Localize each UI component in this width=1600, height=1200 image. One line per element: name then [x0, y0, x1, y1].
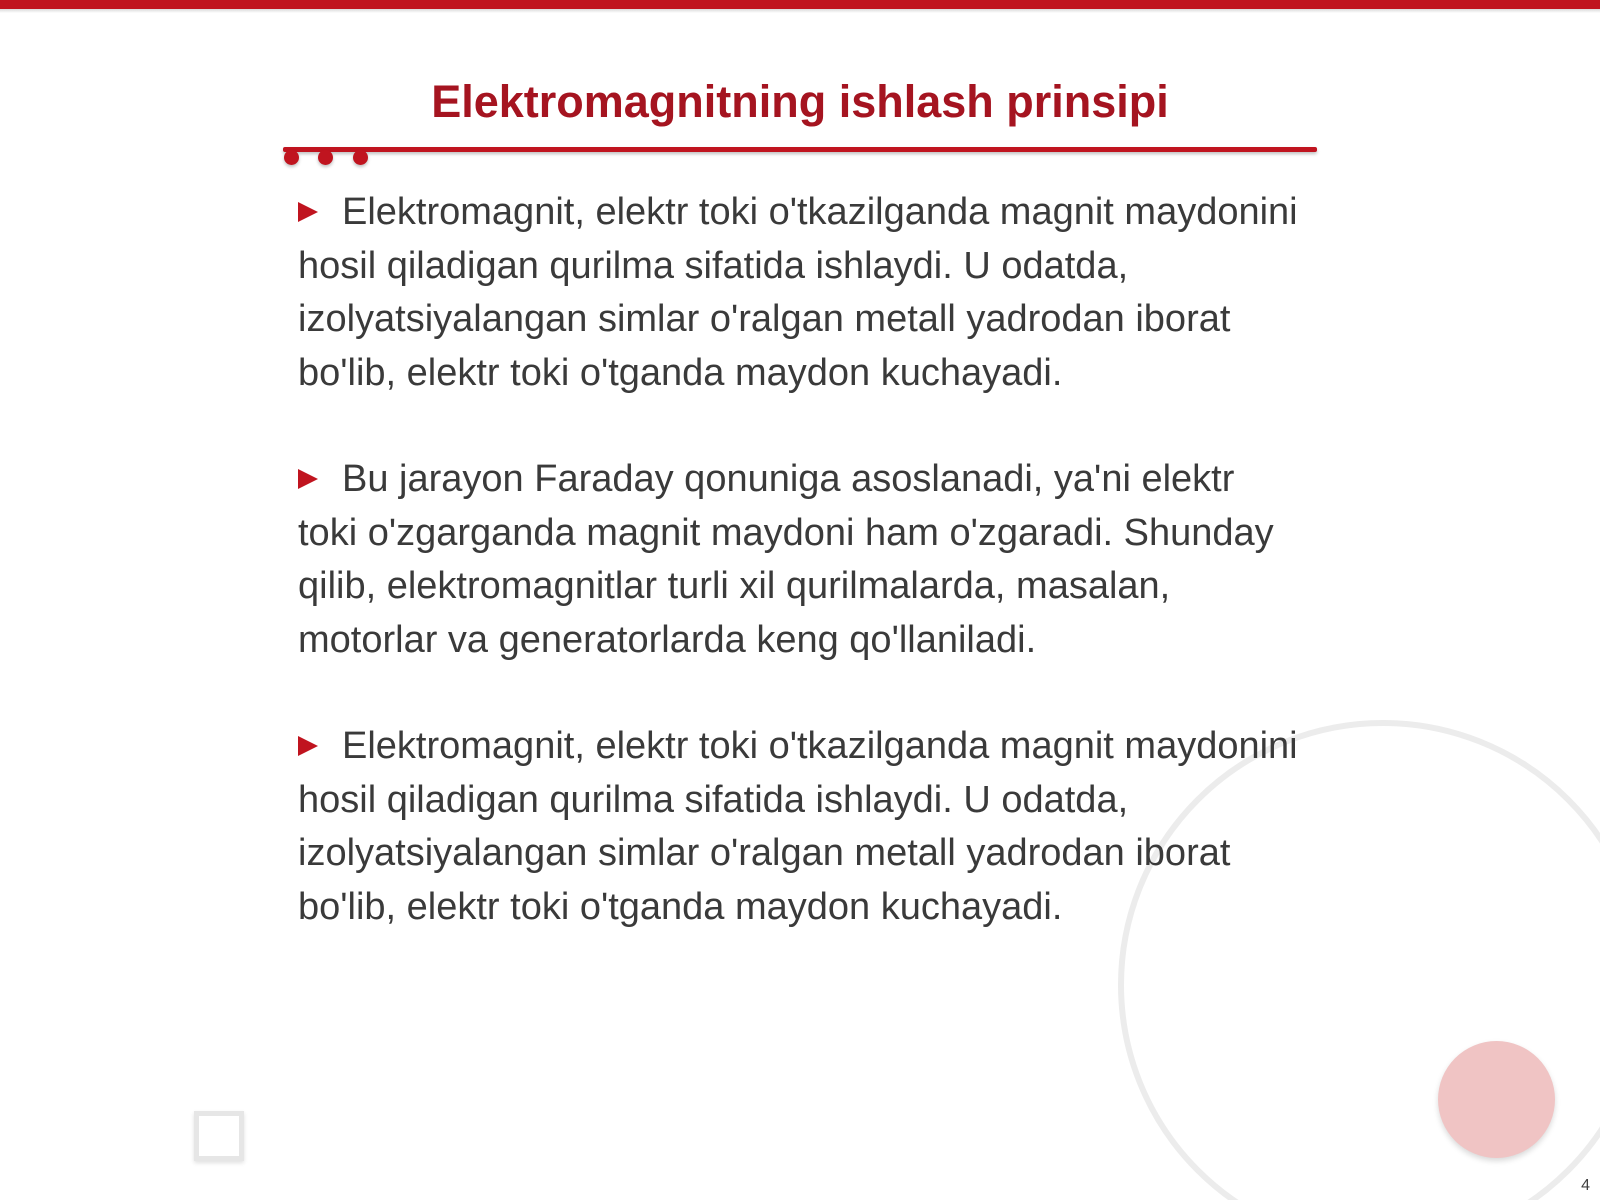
slide-title: Elektromagnitning ishlash prinsipi	[431, 76, 1169, 127]
top-accent-bar	[0, 0, 1600, 9]
bullet-item	[298, 453, 1298, 667]
bullet-text: Elektromagnit, elektr toki o'tkazilganda magnit maydonini hosil qiladigan qurilma sifatida ishlaydi. U odatda, izolyatsiyalangan simlar o'ralgan metall yadrodan iborat bo'lib, elektr toki o'tganda maydon kuchayadi.	[298, 191, 1298, 394]
title-dot-icon	[353, 150, 368, 165]
title-dot-icon	[284, 150, 299, 165]
triangle-bullet-icon	[298, 736, 318, 756]
bullet-item	[298, 720, 1298, 934]
decorative-circle-filled	[1438, 1041, 1555, 1158]
bullet-item	[298, 186, 1298, 400]
title-underline	[283, 147, 1317, 152]
triangle-bullet-icon	[298, 469, 318, 489]
triangle-bullet-icon	[298, 202, 318, 222]
top-accent-bar-shadow	[0, 9, 1600, 13]
bullet-list	[298, 186, 1298, 987]
bullet-text: Bu jarayon Faraday qonuniga asoslanadi, ya'ni elektr toki o'zgarganda magnit maydoni ham o'zgaradi. Shunday qilib, elektromagnitlar turli xil qurilmalarda, masalan, motorlar va generatorlarda keng qo'llaniladi.	[298, 458, 1274, 661]
bullet-text: Elektromagnit, elektr toki o'tkazilganda magnit maydonini hosil qiladigan qurilma sifatida ishlaydi. U odatda, izolyatsiyalangan simlar o'ralgan metall yadrodan iborat bo'lib, elektr toki o'tganda maydon kuchayadi.	[298, 725, 1298, 928]
decorative-square	[194, 1111, 244, 1161]
title-dot-icon	[318, 150, 333, 165]
page-number: 4	[1581, 1177, 1590, 1194]
